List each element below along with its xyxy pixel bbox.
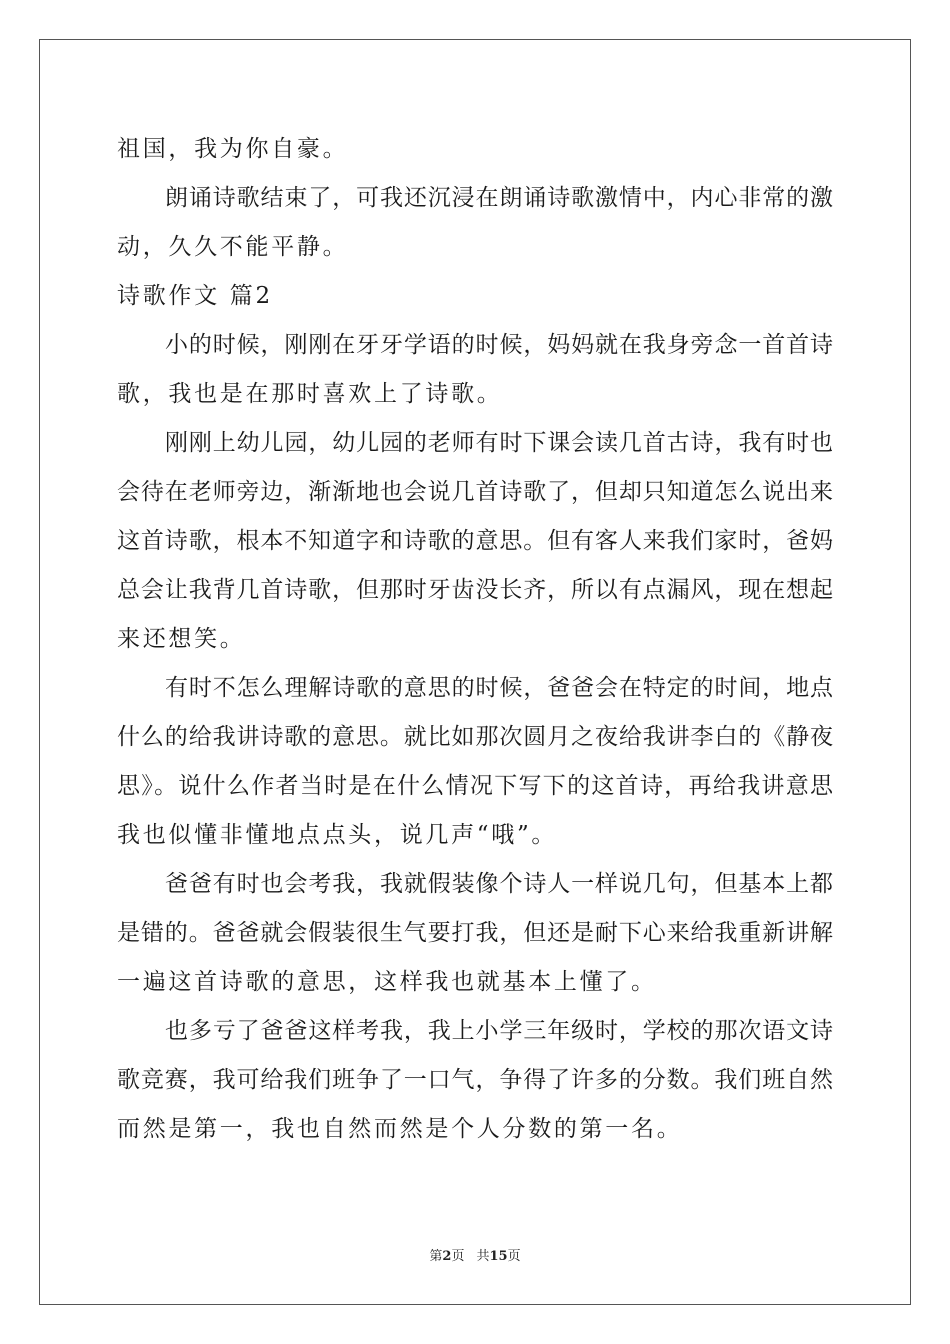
text-line: 一遍这首诗歌的意思，这样我也就基本上懂了。 xyxy=(117,969,657,995)
text-line: 来还想笑。 xyxy=(117,626,246,652)
page-prefix: 第 xyxy=(429,1249,443,1264)
text-line: 祖国，我为你自豪。 xyxy=(117,136,349,162)
total-suffix: 页 xyxy=(507,1249,521,1264)
text-line: 总会让我背几首诗歌，但那时牙齿没长齐，所以有点漏风，现在想起 xyxy=(117,577,833,603)
paragraph-first-line: 小的时候，刚刚在牙牙学语的时候，妈妈就在我身旁念一首首诗 xyxy=(165,332,833,358)
text-line: 歌，我也是在那时喜欢上了诗歌。 xyxy=(117,381,503,407)
page-suffix: 页 xyxy=(451,1249,465,1264)
paragraph-first-line: 也多亏了爸爸这样考我，我上小学三年级时，学校的那次语文诗 xyxy=(165,1018,833,1044)
text-line: 是错的。爸爸就会假装很生气要打我，但还是耐下心来给我重新讲解 xyxy=(117,920,833,946)
text-line: 什么的给我讲诗歌的意思。就比如那次圆月之夜给我讲李白的《静夜 xyxy=(117,724,833,750)
document-body xyxy=(117,125,833,1154)
section-heading: 诗歌作文 篇2 xyxy=(117,283,273,309)
paragraph-first-line: 朗诵诗歌结束了，可我还沉浸在朗诵诗歌激情中，内心非常的激 xyxy=(165,185,833,211)
text-line: 思》。说什么作者当时是在什么情况下写下的这首诗，再给我讲意思 xyxy=(117,773,833,799)
text-line: 动，久久不能平静。 xyxy=(117,234,349,260)
text-line: 歌竞赛，我可给我们班争了一口气，争得了许多的分数。我们班自然 xyxy=(117,1067,833,1093)
text-line: 我也似懂非懂地点点头，说几声“哦”。 xyxy=(117,822,558,848)
page-footer xyxy=(0,1245,950,1264)
paragraph-first-line: 有时不怎么理解诗歌的意思的时候，爸爸会在特定的时间，地点 xyxy=(165,675,833,701)
text-line: 会待在老师旁边，渐渐地也会说几首诗歌了，但却只知道怎么说出来 xyxy=(117,479,833,505)
paragraph-first-line: 爸爸有时也会考我，我就假装像个诗人一样说几句，但基本上都 xyxy=(165,871,833,897)
total-pages: 15 xyxy=(489,1249,508,1264)
total-prefix: 共 xyxy=(476,1249,490,1264)
paragraph-first-line: 刚刚上幼儿园，幼儿园的老师有时下课会读几首古诗，我有时也 xyxy=(165,430,833,456)
text-line: 而然是第一，我也自然而然是个人分数的第一名。 xyxy=(117,1116,683,1142)
page-number: 2 xyxy=(442,1249,452,1264)
text-line: 这首诗歌，根本不知道字和诗歌的意思。但有客人来我们家时，爸妈 xyxy=(117,528,833,554)
